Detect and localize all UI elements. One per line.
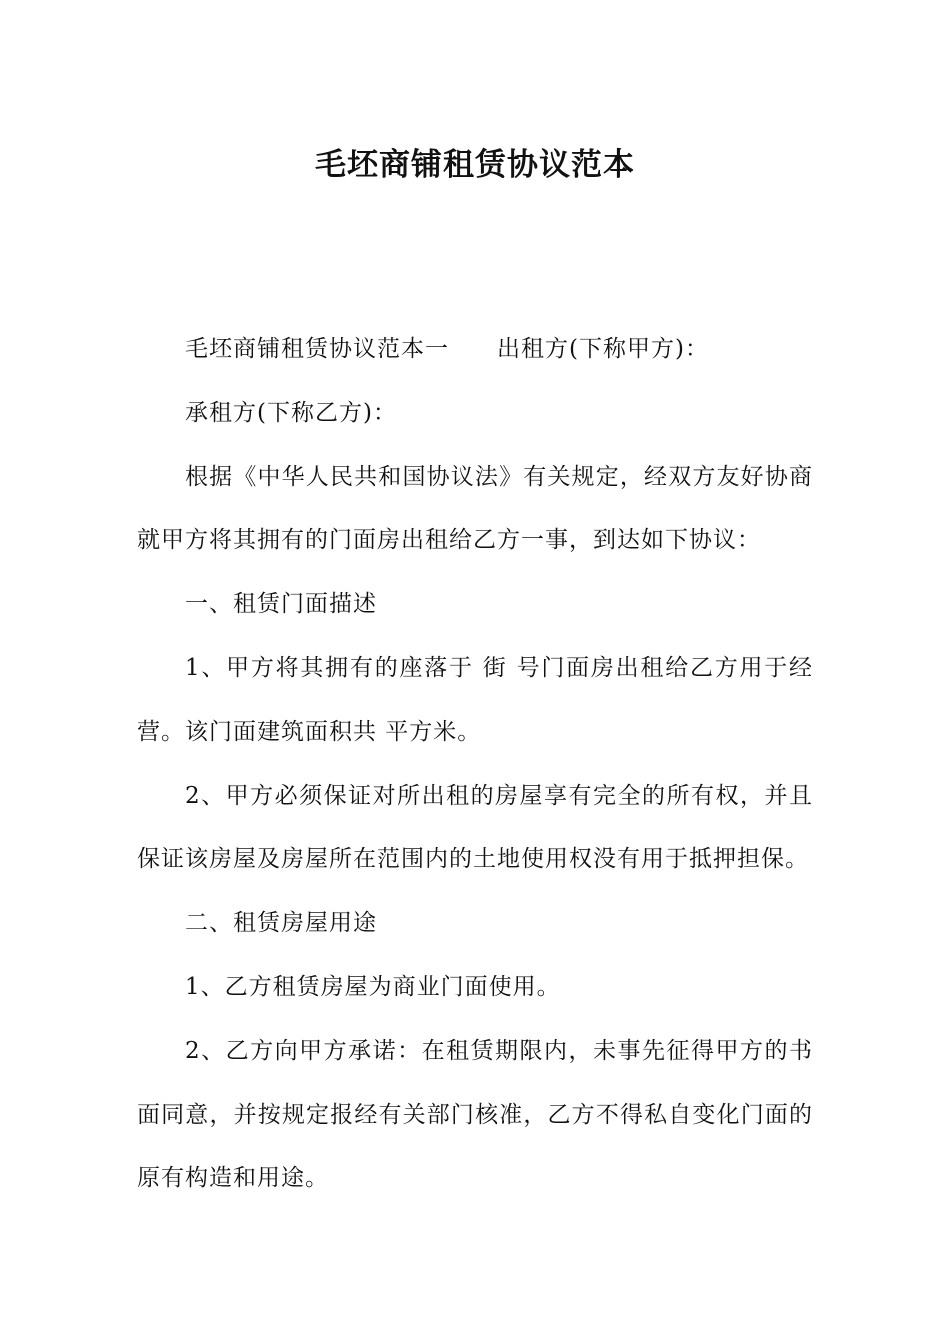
section-heading-description: 一、租赁门面描述 [185,591,377,618]
clause-1-2: 2、甲方必须保证对所出租的房屋享有完全的所有权，并且保证该房屋及房屋所在范围内的土地使用权没有用于抵押担保。 [137,782,813,873]
clause-1-1: 1、甲方将其拥有的座落于 街 号门面房出租给乙方用于经营。该门面建筑面积共 平方米。 [137,654,813,745]
document-body [137,318,813,1211]
document-title: 毛坯商铺租赁协议范本 [315,147,635,183]
paragraph-parties-lessee: 承租方(下称乙方)： [185,399,397,426]
clause-2-2: 2、乙方向甲方承诺：在租赁期限内，未事先征得甲方的书面同意，并按规定报经有关部门核准，乙方不得私自变化门面的原有构造和用途。 [137,1037,813,1192]
clause-2-1: 1、乙方租赁房屋为商业门面使用。 [185,973,561,1000]
paragraph-parties-lessor: 毛坯商铺租赁协议范本一 出租方(下称甲方)： [185,336,709,362]
section-heading-usage: 二、租赁房屋用途 [185,910,377,937]
paragraph-preamble: 根据《中华人民共和国协议法》有关规定，经双方友好协商就甲方将其拥有的门面房出租给乙方一事，到达如下协议： [137,463,813,554]
